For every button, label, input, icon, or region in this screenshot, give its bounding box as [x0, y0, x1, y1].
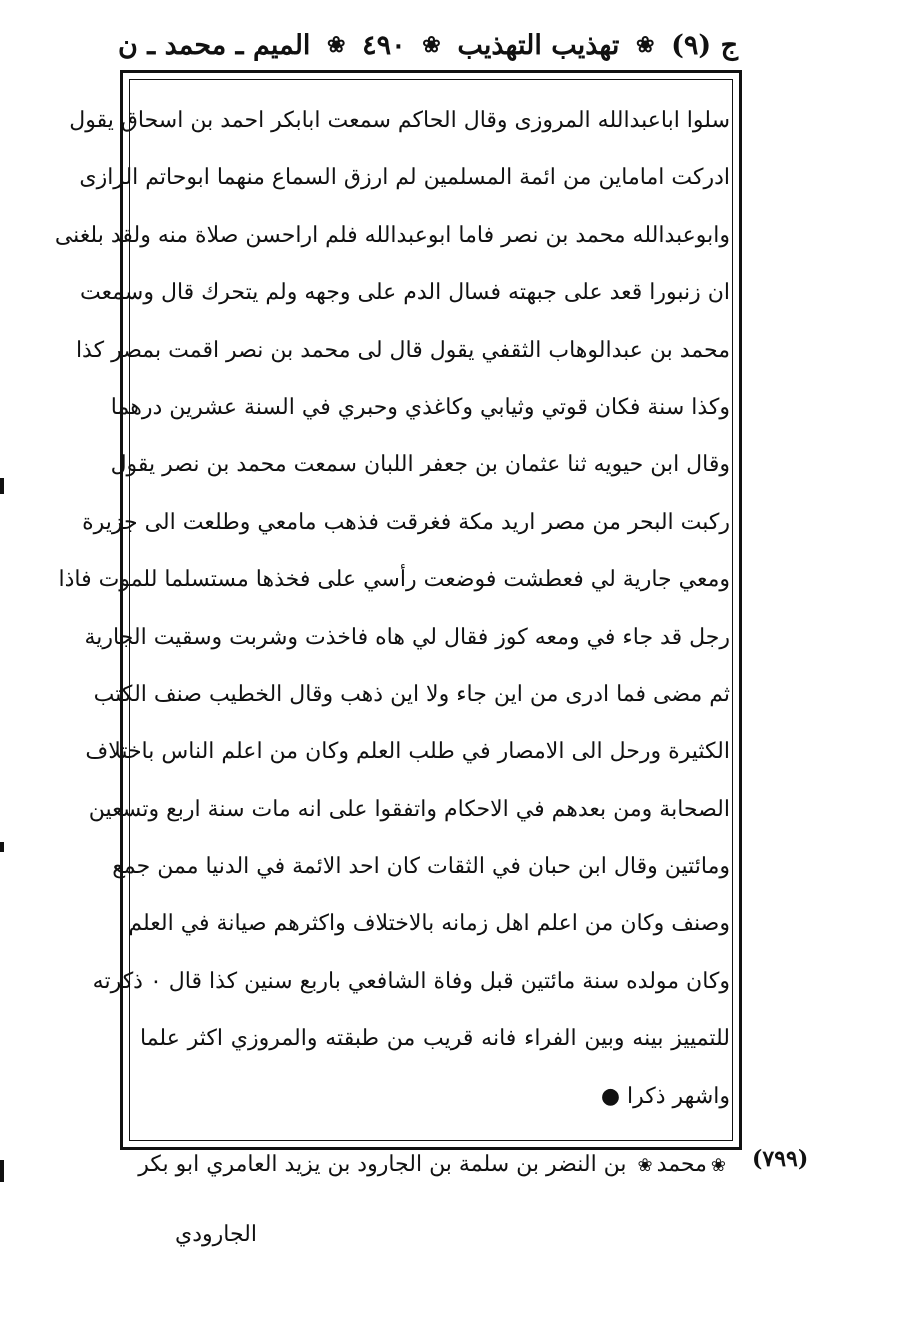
entry-lineage: بن النضر بن سلمة بن الجارود بن يزيد العامري ابو بكر	[138, 1152, 627, 1177]
text-line: ثم مضى فما ادرى من اين جاء ولا اين ذهب وقال الخطيب صنف الكتب	[93, 681, 730, 707]
volume-label: ج (٩)	[671, 29, 738, 61]
text-line: محمد بن عبدالوهاب الثقفي يقول قال لى محمد بن نصر اقمت بمصر كذا	[75, 337, 730, 363]
text-line: وصنف وكان من اعلم اهل زمانه بالاختلاف واكثرهم صيانة في العلم	[128, 911, 730, 937]
section-label: الميم ـ محمد ـ ن	[118, 29, 311, 61]
text-line: وابوعبدالله محمد بن نصر فاما ابوعبدالله فلم اراحسن صلاة منه ولقد بلغنى	[54, 222, 730, 248]
ornament-icon: ❀	[710, 1155, 726, 1176]
entry-number: (٧٩٩)	[752, 1146, 809, 1172]
ornament-icon: ❀	[422, 32, 441, 58]
entry-heading	[140, 1140, 730, 1190]
text-line: وقال ابن حيويه ثنا عثمان بن جعفر اللبان سمعت محمد بن نصر يقول	[110, 452, 730, 478]
ornament-icon: ❀	[636, 32, 655, 58]
text-line: رجل قد جاء في ومعه كوز فقال لي هاه فاخذت وشربت وسقيت الجارية	[84, 624, 730, 650]
margin-mark	[0, 478, 4, 494]
entry-continuation: الجارودي	[175, 1222, 257, 1247]
text-line: وكذا سنة فكان قوتي وثيابي وكاغذي وحبري في السنة عشرين درهما	[110, 394, 730, 420]
margin-mark	[0, 842, 4, 852]
ornament-icon: ❀	[637, 1155, 653, 1176]
text-line: ركبت البحر من مصر اريد مكة فغرقت فذهب مامعي وطلعت الى جزيرة	[82, 509, 730, 535]
margin-mark	[0, 1160, 4, 1182]
text-line: وكان مولده سنة مائتين قبل وفاة الشافعي باربع سنين كذا قال ٠ ذكرته	[92, 968, 730, 994]
entry-name: محمد	[656, 1152, 707, 1177]
text-line: الصحابة ومن بعدهم في الاحكام واتفقوا على انه مات سنة اربع وتسعين	[88, 796, 730, 822]
text-line: ان زنبورا قعد على جبهته فسال الدم على وجهه ولم يتحرك قال وسمعت	[79, 280, 730, 306]
text-line: سلوا اباعبدالله المروزى وقال الحاكم سمعت ابابكر احمد بن اسحاق يقول	[69, 108, 730, 133]
text-line: واشهر ذكرا ●	[600, 1083, 730, 1109]
body-text	[54, 92, 730, 1125]
text-line: ادركت اماماين من ائمة المسلمين لم ارزق السماع منهما ابوحاتم الرازى	[79, 165, 730, 191]
text-line: الكثيرة ورحل الى الامصار في طلب العلم وكان من اعلم الناس باختلاف	[85, 739, 730, 765]
book-title: تهذيب التهذيب	[457, 29, 620, 61]
text-line: ومائتين وقال ابن حبان في الثقات كان احد الائمة في الدنيا ممن جمع	[112, 854, 730, 880]
ornament-icon: ❀	[327, 32, 346, 58]
page-number: ٤٩٠	[362, 29, 406, 61]
running-header	[118, 18, 738, 72]
text-line: للتمييز بينه وبين الفراء فانه قريب من طبقته والمروزي اكثر علما	[140, 1026, 730, 1052]
text-line: ومعي جارية لي فعطشت فوضعت رأسي على فخذها مستسلما للموت فاذا	[58, 567, 730, 593]
